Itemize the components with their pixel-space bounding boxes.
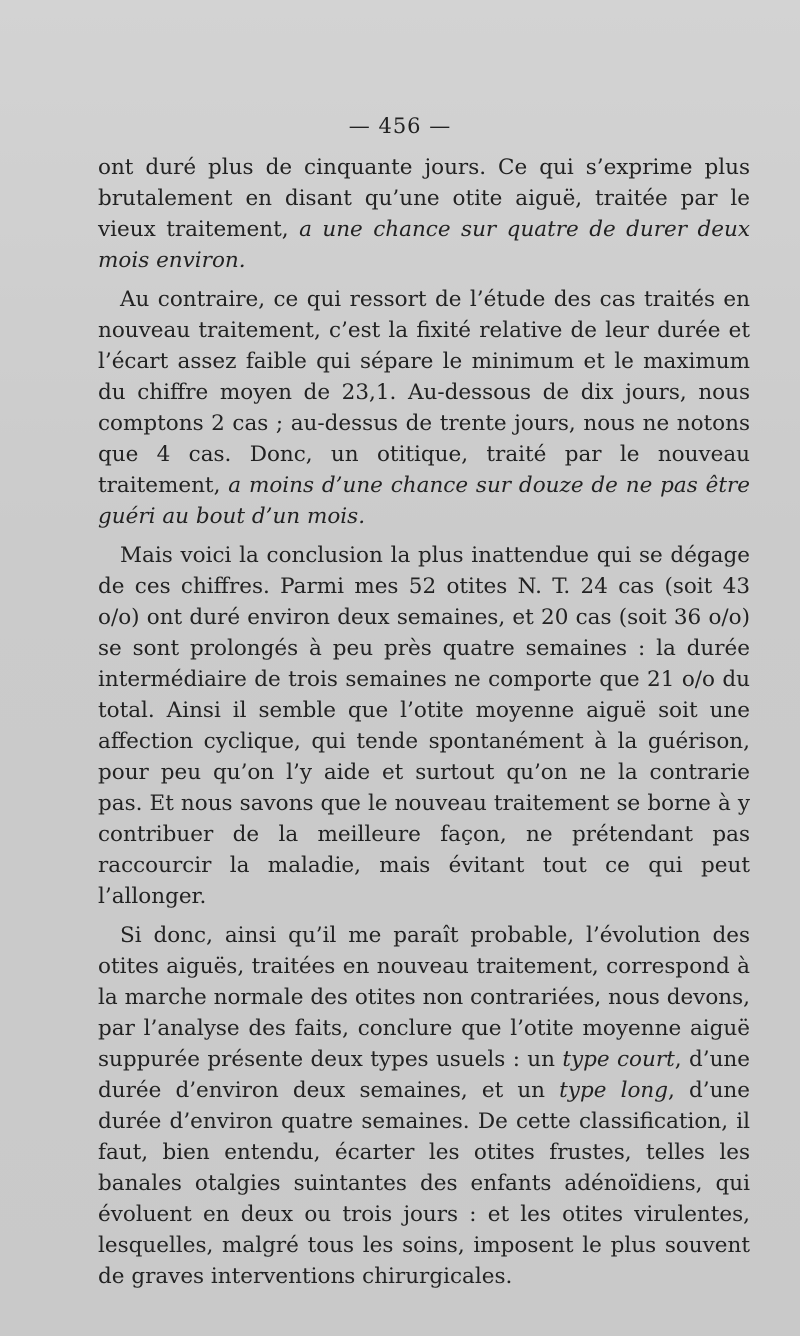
text-segment: Si donc, ainsi qu’il me paraît probable, l’évolution des otites aiguës, traitées en nouveau traitement, correspond à la marche normale des otites non contrariées, nous devons, par l’analyse des faits, conclure que l’otite moyenne aiguë suppurée présente deux types usuels : un — [98, 923, 750, 1072]
italic-segment: a moins d’une chance sur douze de ne pas être guéri au bout d’un mois. — [98, 473, 750, 529]
text-segment: Au contraire, ce qui ressort de l’étude des cas traités en nouveau traitement, c’est la fixité relative de leur durée et l’écart assez faible qui sépare le minimum et le maximum du chiffre moyen de 23,1. Au-dessous de dix jours, nous comptons 2 cas ; au-dessus de trente jours, nous ne notons que 4 cas. Donc, un otitique, traité par le nouveau traitement, — [98, 287, 750, 498]
text-segment: , d’une durée d’environ deux semaines, et un — [98, 1047, 751, 1103]
page-number: — 456 — — [348, 114, 452, 138]
paragraph-1 — [98, 152, 750, 276]
italic-segment: a une chance sur quatre de durer deux mois environ. — [98, 217, 750, 273]
italic-segment: type long — [559, 1078, 669, 1103]
paragraph-2 — [98, 284, 750, 532]
body-text — [98, 152, 750, 1300]
paragraph-4 — [98, 920, 750, 1292]
text-segment: Mais voici la conclusion la plus inattendue qui se dégage de ces chiffres. Parmi mes 52 otites N. T. 24 cas (soit 43 o/o) ont duré environ deux semaines, et 20 cas (soit 36 o/o) se sont prolongés à peu près quatre semaines : la durée intermédiaire de trois semaines ne comporte que 21 o/o du total. Ainsi il semble que l’otite moyenne aiguë soit une affection cyclique, qui tende spontanément à la guérison, pour peu qu’on l’y aide et surtout qu’on ne la contrarie pas. Et nous savons que le nouveau traitement se borne à y contribuer de la meilleure façon, ne prétendant pas raccourcir la maladie, mais évitant tout ce qui peut l’allonger. — [98, 543, 750, 909]
italic-segment: type court — [562, 1047, 675, 1072]
paragraph-3 — [98, 540, 750, 912]
text-segment: ont duré plus de cinquante jours. Ce qui s’exprime plus brutalement en disant qu’une otite aiguë, traitée par le vieux traitement, — [98, 155, 750, 242]
text-segment: , d’une durée d’environ quatre semaines. De cette classification, il faut, bien entendu, écarter les otites frustes, telles les banales otalgies suintantes des enfants adénoïdiens, qui évoluent en deux ou trois jours : et les otites virulentes, lesquelles, malgré tous les soins, imposent le plus souvent de graves interventions chirurgicales. — [98, 1078, 750, 1289]
